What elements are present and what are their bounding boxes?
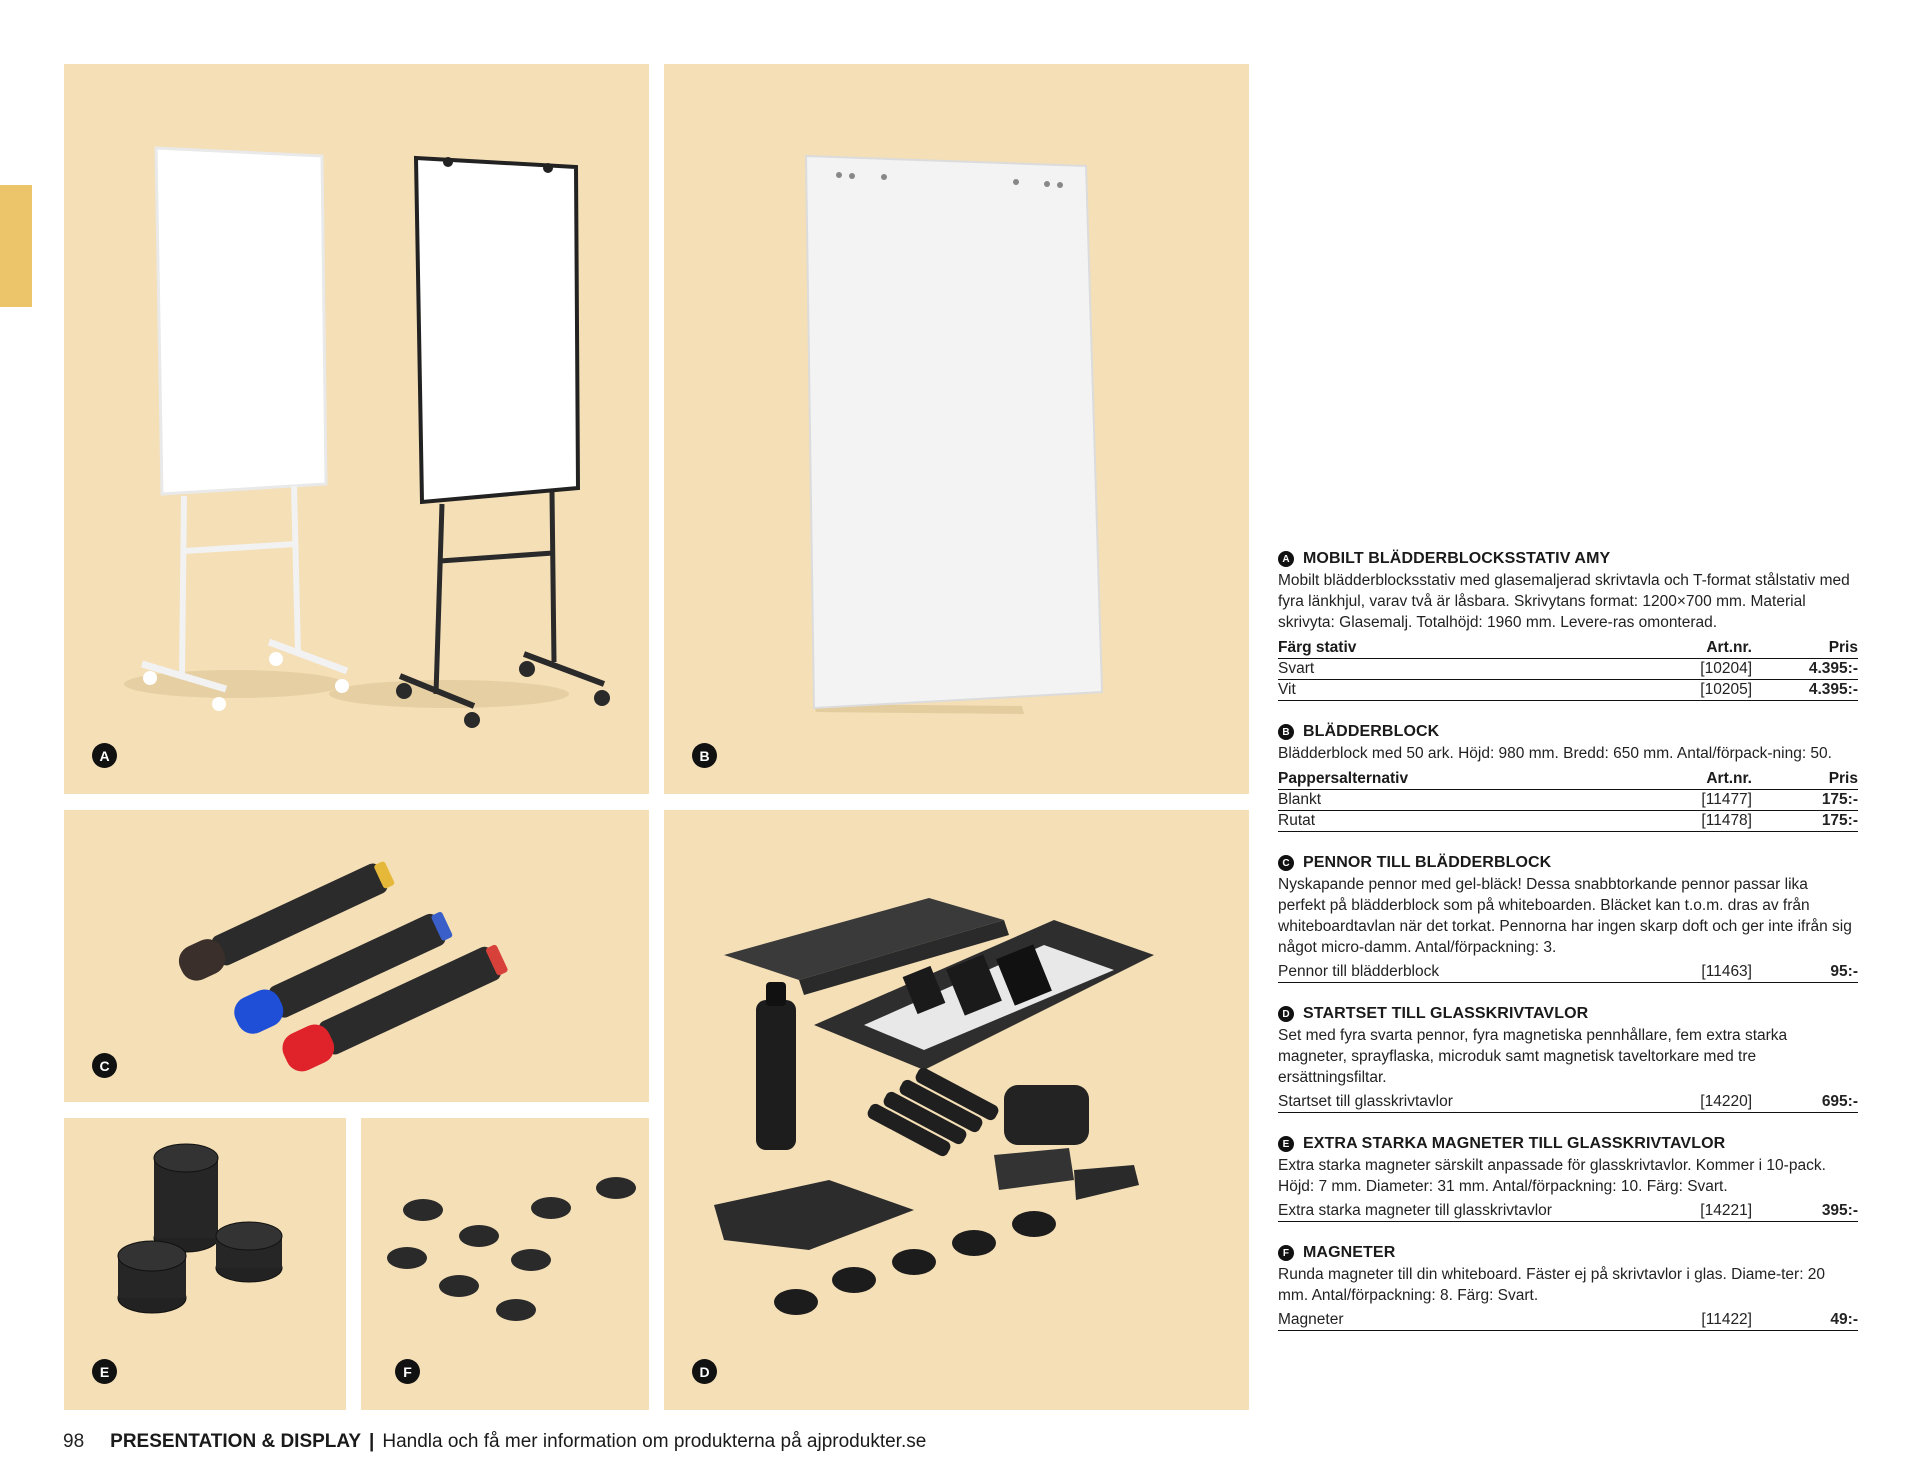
article-number: [11478] [1642,811,1752,832]
product-description: Blädderblock med 50 ark. Höjd: 980 mm. Bredd: 650 mm. Antal/förpack-ning: 50. [1278,745,1832,762]
price: 95:- [1752,962,1858,983]
product-f [1278,1244,1858,1331]
product-d [1278,1005,1858,1113]
article-number: [14221] [1642,1201,1752,1222]
price: 4.395:- [1752,680,1858,701]
product-title [1278,854,1858,872]
price: 395:- [1752,1201,1858,1222]
footer-separator: | [369,1431,375,1452]
product-letter-badge: F [1278,1245,1294,1261]
product-description: Set med fyra svarta pennor, fyra magnetiska pennhållare, fem extra starka magneter, sprayflaska, microduk samt magnetisk taveltorkare med tre ersättningsfiltar. [1278,1027,1788,1086]
price-table [1278,1092,1858,1113]
image-panel-f [361,1118,649,1410]
product-c [1278,854,1858,983]
product-title [1278,1005,1858,1023]
section-tab [0,185,32,307]
product-title-text: MAGNETER [1303,1244,1396,1261]
col-header-art: Art.nr. [1642,768,1752,790]
col-header-art: Art.nr. [1642,637,1752,659]
table-row [1278,1201,1858,1222]
price: 695:- [1752,1092,1858,1113]
product-letter-badge: D [1278,1006,1294,1022]
page-number: 98 [63,1431,85,1452]
product-letter-badge: E [1278,1136,1294,1152]
variant-name: Blankt [1278,790,1642,811]
product-title [1278,1135,1858,1153]
product-e [1278,1135,1858,1222]
price: 49:- [1752,1310,1858,1331]
price: 175:- [1752,811,1858,832]
product-letter-badge: C [1278,855,1294,871]
table-row [1278,811,1858,832]
variant-name: Vit [1278,680,1642,701]
price-table [1278,1201,1858,1222]
product-title [1278,723,1858,741]
badge-d: D [692,1359,717,1384]
page-footer [63,1431,926,1453]
easels-illustration [64,64,649,794]
table-row [1278,680,1858,701]
badge-a: A [92,743,117,768]
markers-illustration [64,810,649,1102]
variant-name: Magneter [1278,1310,1642,1331]
table-row [1278,1092,1858,1113]
variant-name: Extra starka magneter till glasskrivtavlor [1278,1201,1642,1222]
price-table [1278,768,1858,832]
variant-name: Rutat [1278,811,1642,832]
product-b [1278,723,1858,832]
section-name: PRESENTATION & DISPLAY [110,1431,362,1452]
product-title-text: BLÄDDERBLOCK [1303,723,1440,740]
table-row [1278,1310,1858,1331]
variant-name: Pennor till blädderblock [1278,962,1642,983]
flipchart-pad-illustration [664,64,1249,794]
product-list [1278,550,1858,1353]
article-number: [11463] [1642,962,1752,983]
badge-c: C [92,1053,117,1078]
price-table [1278,962,1858,983]
product-title-text: PENNOR TILL BLÄDDERBLOCK [1303,854,1552,871]
footer-tagline: Handla och få mer information om produkterna på ajprodukter.se [382,1431,927,1452]
product-description: Extra starka magneter särskilt anpassade för glasskrivtavlor. Kommer i 10-pack. Höjd: 7 mm. Diameter: 31 mm. Antal/förpackning: 10. Färg: Svart. [1278,1157,1826,1195]
product-title [1278,550,1858,568]
image-panel-d [664,810,1249,1410]
badge-b: B [692,743,717,768]
table-row [1278,790,1858,811]
price-table [1278,637,1858,701]
col-header-variant: Färg stativ [1278,637,1642,659]
product-a [1278,550,1858,701]
article-number: [11477] [1642,790,1752,811]
image-panel-a [64,64,649,794]
image-panel-c [64,810,649,1102]
product-description: Runda magneter till din whiteboard. Fäster ej på skrivtavlor i glas. Diame-ter: 20 mm. Antal/förpackning: 8. Färg: Svart. [1278,1266,1826,1304]
price: 175:- [1752,790,1858,811]
table-row [1278,962,1858,983]
article-number: [10205] [1642,680,1752,701]
image-panel-e [64,1118,346,1410]
badge-e: E [92,1359,117,1384]
col-header-price: Pris [1752,768,1858,790]
table-header-row [1278,637,1858,659]
image-panel-b [664,64,1249,794]
price-table [1278,1310,1858,1331]
article-number: [14220] [1642,1092,1752,1113]
product-description: Mobilt blädderblocksstativ med glasemaljerad skrivtavla och T-format stålstativ med fyra länkhjul, varav två är låsbara. Skrivytans format: 1200×700 mm. Material skrivyta: Glasemalj. Totalhöjd: 1960 mm. Levere-ras omonterad. [1278,572,1850,631]
starter-set-illustration [664,810,1249,1410]
article-number: [10204] [1642,659,1752,680]
col-header-variant: Pappersalternativ [1278,768,1642,790]
product-title-text: MOBILT BLÄDDERBLOCKSSTATIV AMY [1303,550,1611,567]
table-header-row [1278,768,1858,790]
badge-f: F [395,1359,420,1384]
product-title-text: STARTSET TILL GLASSKRIVTAVLOR [1303,1005,1589,1022]
table-row [1278,659,1858,680]
variant-name: Svart [1278,659,1642,680]
product-description: Nyskapande pennor med gel-bläck! Dessa snabbtorkande pennor passar lika perfekt på blädderblock som på whiteboarden. Bläcket kan t.o.m. dras av från whiteboardtavlan när det torkat. Pennorna har ingen skarp doft och ger inte ifrån sig något micro-damm. Antal/förpackning: 3. [1278,876,1852,956]
price: 4.395:- [1752,659,1858,680]
product-letter-badge: B [1278,724,1294,740]
variant-name: Startset till glasskrivtavlor [1278,1092,1642,1113]
product-title [1278,1244,1858,1262]
product-title-text: EXTRA STARKA MAGNETER TILL GLASSKRIVTAVLOR [1303,1135,1726,1152]
article-number: [11422] [1642,1310,1752,1331]
product-letter-badge: A [1278,551,1294,567]
col-header-price: Pris [1752,637,1858,659]
